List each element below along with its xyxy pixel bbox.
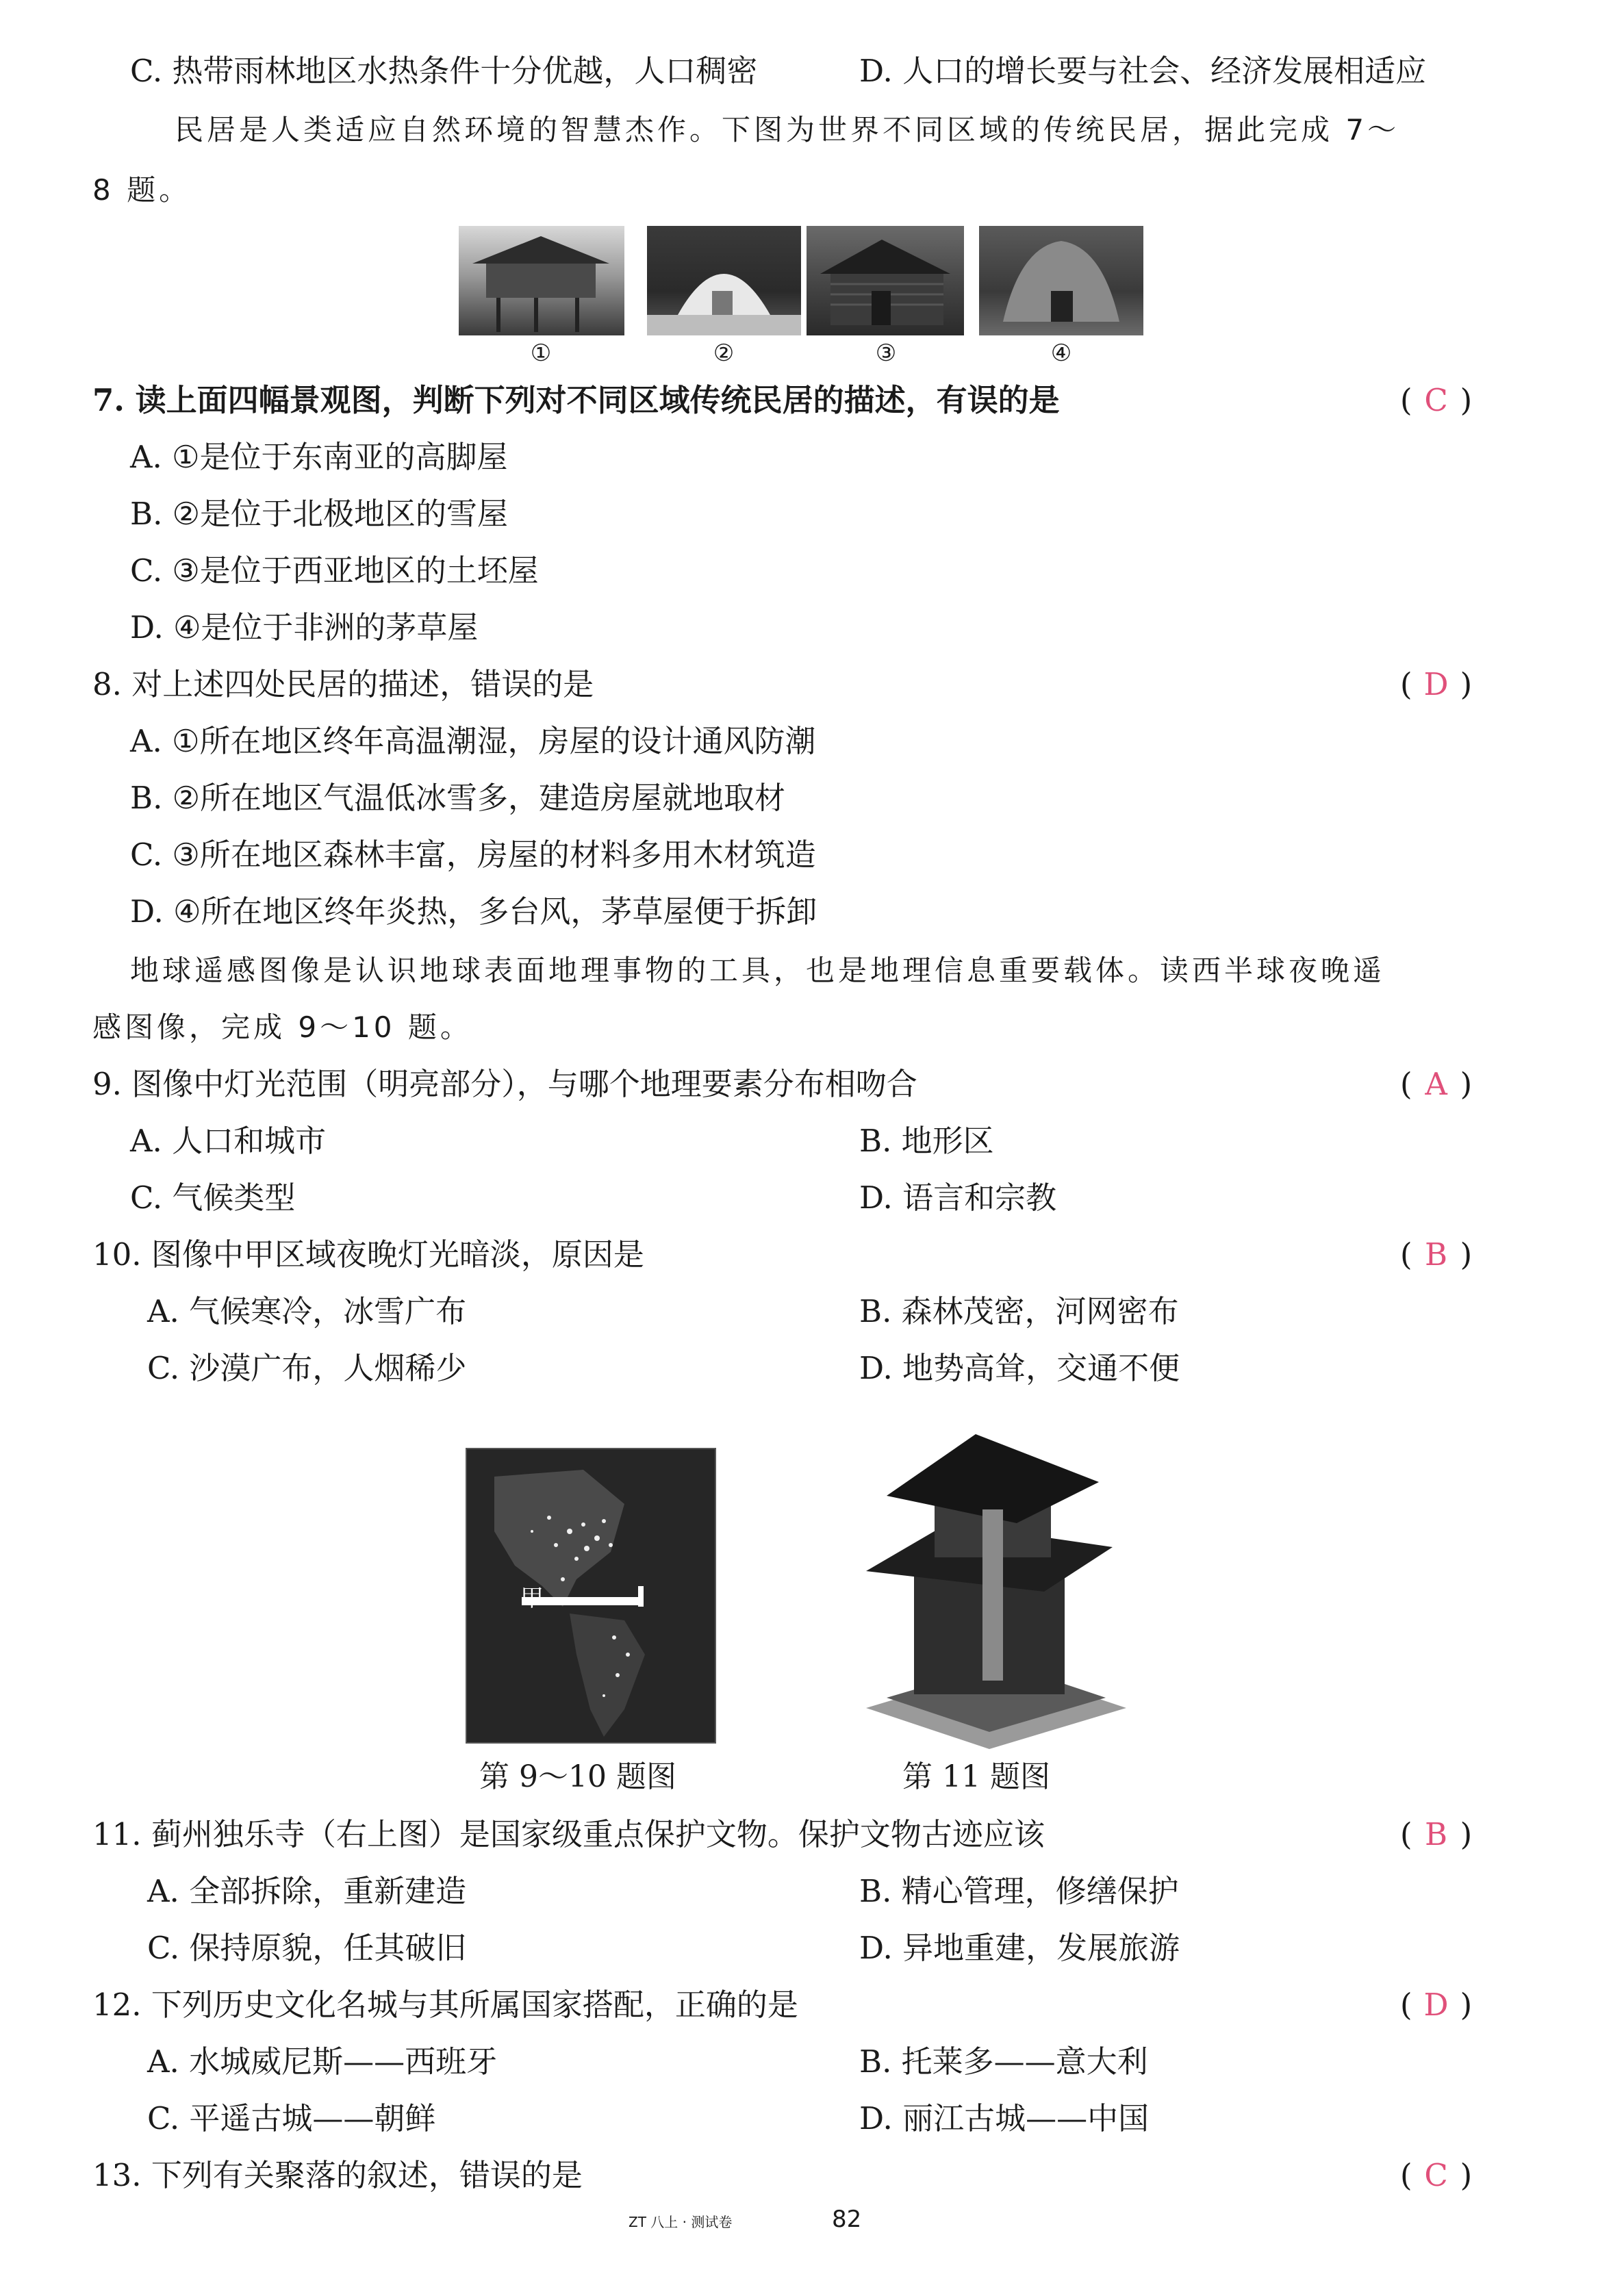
question-13-stem: 13. 下列有关聚落的叙述，错误的是 xyxy=(92,2157,583,2193)
grass-hut-photo xyxy=(979,226,1143,335)
question-10-option-b: B. 森林茂密，河网密布 xyxy=(859,1293,1179,1329)
figure-caption-11: 第 11 题图 xyxy=(902,1759,1050,1794)
igloo-photo xyxy=(647,226,801,335)
question-9-stem: 9. 图像中灯光范围（明亮部分），与哪个地理要素分布相吻合 xyxy=(92,1066,917,1102)
log-house-photo xyxy=(807,226,964,335)
stilt-house-photo xyxy=(459,226,624,335)
question-9-option-a: A. 人口和城市 xyxy=(130,1123,327,1159)
footer-label: ZT 八上 · 测试卷 xyxy=(629,2214,733,2230)
question-11-option-a: A. 全部拆除，重新建造 xyxy=(147,1873,467,1909)
dwelling-label-3: ③ xyxy=(875,340,897,367)
question-7-option-b: B. ②是位于北极地区的雪屋 xyxy=(130,496,509,532)
question-8-option-b: B. ②所在地区气温低冰雪多，建造房屋就地取材 xyxy=(130,780,786,816)
question-7-stem: 7. 读上面四幅景观图，判断下列对不同区域传统民居的描述，有误的是 xyxy=(92,382,1060,418)
page-number: 82 xyxy=(832,2206,862,2233)
question-12-option-d: D. 丽江古城——中国 xyxy=(859,2100,1150,2136)
question-10-stem: 10. 图像中甲区域夜晚灯光暗淡，原因是 xyxy=(92,1236,644,1273)
question-11-stem: 11. 蓟州独乐寺（右上图）是国家级重点保护文物。保护文物古迹应该 xyxy=(92,1816,1045,1852)
question-10-option-c: C. 沙漠广布，人烟稀少 xyxy=(147,1350,467,1386)
question-12-option-a: A. 水城威尼斯——西班牙 xyxy=(147,2043,498,2080)
option-d-prev: D. 人口的增长要与社会、经济发展相适应 xyxy=(859,53,1427,89)
question-7-option-a: A. ①是位于东南亚的高脚屋 xyxy=(130,439,508,475)
figure-caption-9-10: 第 9～10 题图 xyxy=(479,1759,676,1794)
question-9-answer: ( A ) xyxy=(1400,1066,1473,1102)
question-7-option-d: D. ④是位于非洲的茅草屋 xyxy=(130,609,479,646)
question-10-option-d: D. 地势高耸，交通不便 xyxy=(859,1350,1180,1386)
question-10-option-a: A. 气候寒冷，冰雪广布 xyxy=(147,1293,467,1329)
region-jia-label: 甲 xyxy=(520,1585,544,1612)
question-12-option-c: C. 平遥古城——朝鲜 xyxy=(147,2100,436,2136)
dwelling-label-1: ① xyxy=(530,340,552,367)
question-9-option-d: D. 语言和宗教 xyxy=(859,1179,1057,1216)
question-8-option-c: C. ③所在地区森林丰富，房屋的材料多用木材筑造 xyxy=(130,837,816,873)
question-11-option-c: C. 保持原貌，任其破旧 xyxy=(147,1930,467,1966)
question-12-stem: 12. 下列历史文化名城与其所属国家搭配，正确的是 xyxy=(92,1987,798,2023)
question-7-answer: ( C ) xyxy=(1400,382,1473,418)
question-12-option-b: B. 托莱多——意大利 xyxy=(859,2043,1148,2080)
question-8-stem: 8. 对上述四处民居的描述，错误的是 xyxy=(92,666,594,702)
question-8-option-a: A. ①所在地区终年高温潮湿，房屋的设计通风防潮 xyxy=(130,723,816,759)
night-satellite-map xyxy=(466,1448,716,1744)
question-11-answer: ( B ) xyxy=(1400,1816,1473,1852)
question-10-answer: ( B ) xyxy=(1400,1236,1473,1273)
question-9-option-c: C. 气候类型 xyxy=(130,1179,296,1216)
intro-9-10-line2: 感图像，完成 9～10 题。 xyxy=(92,1010,472,1044)
intro-7-8-line2: 8 题。 xyxy=(92,173,192,207)
question-7-option-c: C. ③是位于西亚地区的土坯屋 xyxy=(130,552,539,589)
question-12-answer: ( D ) xyxy=(1400,1987,1473,2023)
dule-temple-illustration xyxy=(839,1420,1140,1763)
question-13-answer: ( C ) xyxy=(1400,2157,1473,2193)
intro-7-8-line1: 民居是人类适应自然环境的智慧杰作。下图为世界不同区域的传统民居，据此完成 7～ xyxy=(175,113,1400,146)
question-8-option-d: D. ④所在地区终年炎热，多台风，茅草屋便于拆卸 xyxy=(130,893,817,930)
intro-9-10-line1: 地球遥感图像是认识地球表面地理事物的工具，也是地理信息重要载体。读西半球夜晚遥 xyxy=(130,954,1386,987)
question-11-option-d: D. 异地重建，发展旅游 xyxy=(859,1930,1180,1966)
dwelling-label-2: ② xyxy=(713,340,735,367)
question-9-option-b: B. 地形区 xyxy=(859,1123,994,1159)
question-8-answer: ( D ) xyxy=(1400,666,1473,702)
option-c-prev: C. 热带雨林地区水热条件十分优越，人口稠密 xyxy=(130,53,758,89)
question-11-option-b: B. 精心管理，修缮保护 xyxy=(859,1873,1179,1909)
dwelling-label-4: ④ xyxy=(1050,340,1072,367)
